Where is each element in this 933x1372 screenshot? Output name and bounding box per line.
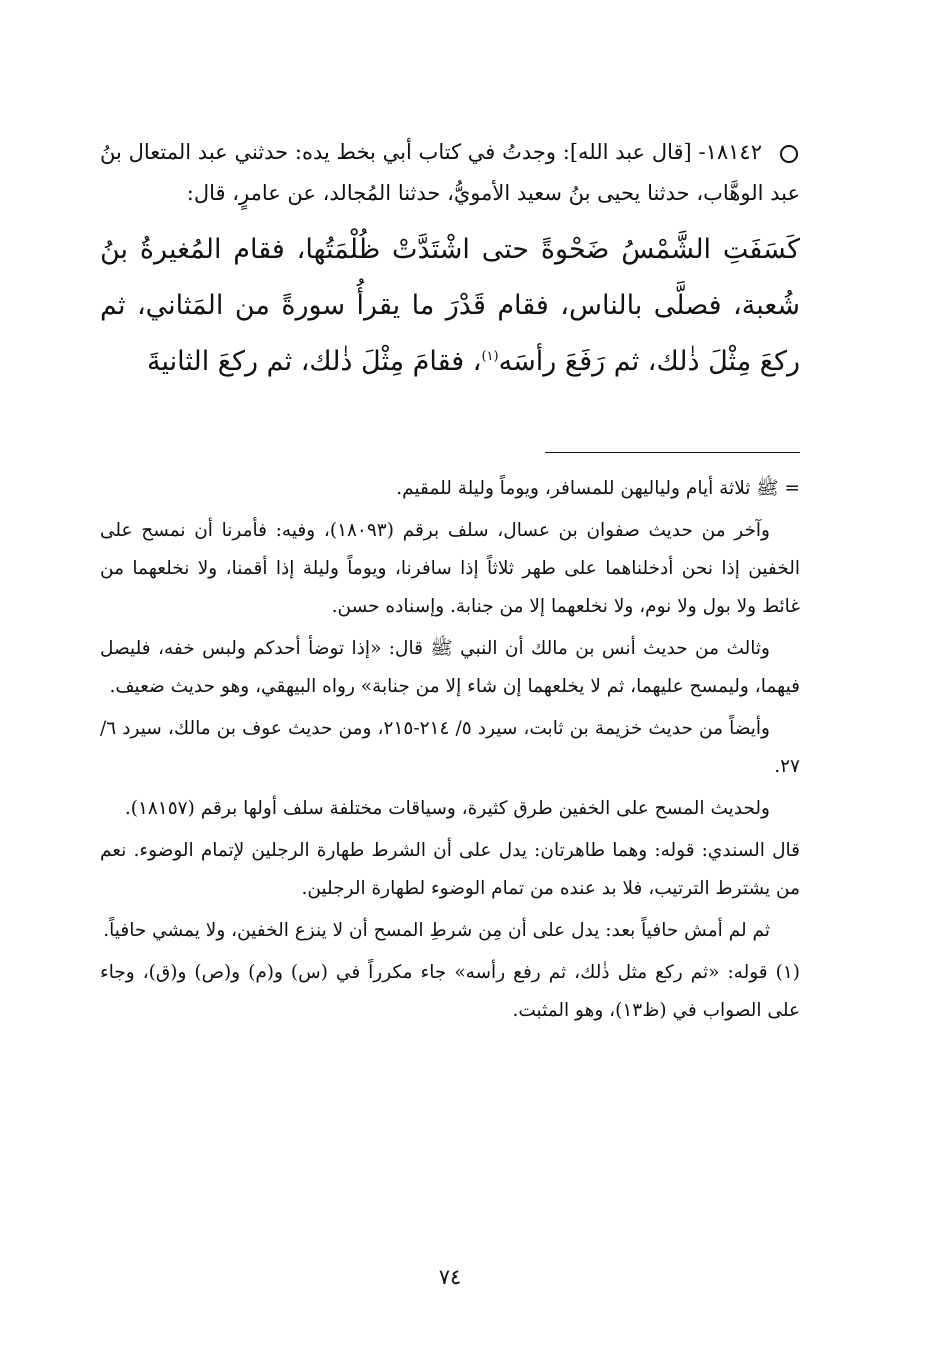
page-number: ٧٤ (438, 1265, 462, 1289)
hadith-marker-icon (780, 145, 798, 163)
hadith-matn-end: ، فقامَ مِثْلَ ذٰلك، ثم ركعَ الثانيةَ (146, 346, 482, 377)
hadith-matn: كَسَفَتِ الشَّمْسُ ضَحْوةً حتى اشْتَدَّتْ ظُلْمَتُها، فقام المُغيرةُ بنُ شُعبة، فصلَّى بالناس، فقام قَدْرَ ما يقرأُ سورةً من المَثاني، ثم ركعَ مِثْلَ ذٰلك، ثم رَفَعَ رأسَه (100, 234, 800, 377)
footnote-paragraph: قال السندي: قوله: وهما طاهرتان: يدل على أن الشرط طهارة الرجلين لإتمام الوضوء. نعم من يشترط الترتيب، فلا بد عنده من تمام الوضوء لطهارة الرجلين. (100, 840, 800, 899)
hadith-isnad: [قال عبد الله]: وجدتُ في كتاب أبي بخط يده: حدثني عبد المتعال بنُ عبد الوهَّاب، حدثنا يحيى بنُ سعيد الأمويُّ، حدثنا المُجالد، عن عامرٍ، قال: (100, 140, 800, 205)
footnote-reference: (١) (481, 349, 499, 364)
footnote-1: (١) قوله: «ثم ركع مثل ذٰلك، ثم رفع رأسه» جاء مكرراً في (س) و(م) و(ص) و(ق)، وجاء على الصواب في (ظ١٣)، وهو المثبت. (100, 962, 800, 1021)
footnote-separator (545, 452, 800, 453)
footnotes (100, 470, 800, 1034)
footnote-paragraph: ثم لم أمش حافياً بعد: يدل على أن مِن شرطِ المسح أن لا ينزع الخفين، ولا يمشي حافياً. (103, 920, 770, 941)
footnote-paragraph: وأيضاً من حديث خزيمة بن ثابت، سيرد ٥/ ٢١٤-٢١٥، ومن حديث عوف بن مالك، سيرد ٦/ ٢٧. (100, 718, 800, 777)
hadith-intro (100, 132, 800, 214)
footnote-paragraph: ولحديث المسح على الخفين طرق كثيرة، وسياقات مختلفة سلف أولها برقم (١٨١٥٧). (124, 798, 770, 819)
hadith-text (100, 222, 800, 390)
footnote-paragraph: وآخر من حديث صفوان بن عسال، سلف برقم (١٨٠٩٣)، وفيه: فأمرنا أن نمسح على الخفين إذا نحن أدخلناهما على طهر ثلاثاً إذا سافرنا، ويوماً وليلة إذا أقمنا، ولا نخلعهما من غائط ولا بول ولا نوم، ولا نخلعهما إلا من جنابة. وإسناده حسن. (100, 520, 800, 617)
footnote-paragraph: وثالث من حديث أنس بن مالك أن النبي ﷺ قال: «إذا توضأ أحدكم ولبس خفه، فليصل فيهما، وليمسح عليهما، ثم لا يخلعهما إن شاء إلا من جنابة» رواه البيهقي، وهو حديث ضعيف. (100, 638, 800, 697)
hadith-block (100, 132, 800, 390)
book-page (100, 0, 800, 1372)
hadith-number: ١٨١٤٢- (698, 140, 762, 164)
footnote-continuation: = ﷺ ثلاثة أيام ولياليهن للمسافر، ويوماً وليلة للمقيم. (396, 478, 800, 499)
